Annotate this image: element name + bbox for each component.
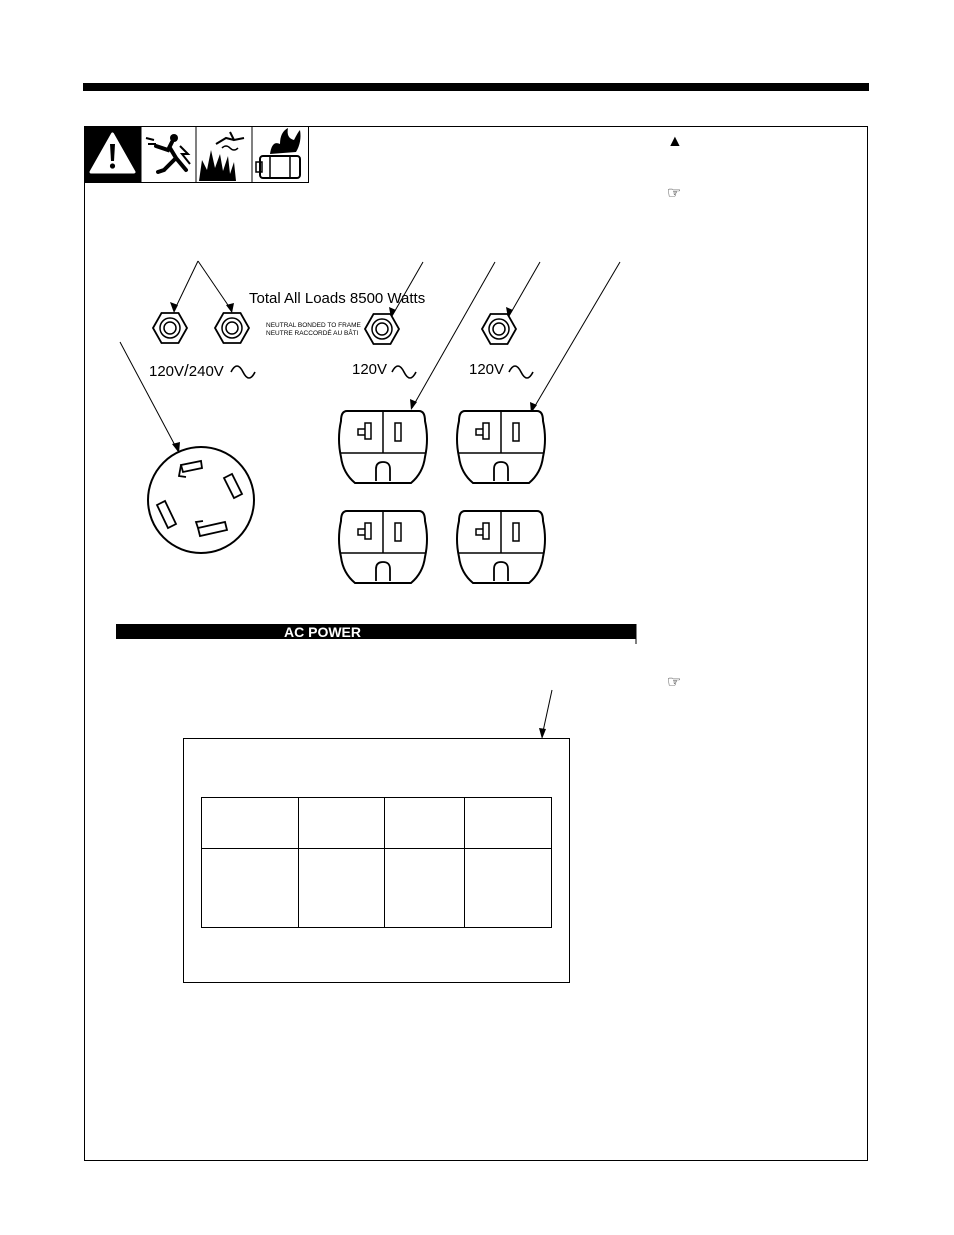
ac-symbol <box>509 366 533 378</box>
section-header-bar <box>116 624 636 639</box>
circuit-breaker-120-right[interactable] <box>482 314 516 344</box>
table-row <box>202 798 552 849</box>
warning-triangle-icon: ▲ <box>667 133 683 150</box>
table-cell <box>202 798 299 849</box>
table-cell <box>465 798 552 849</box>
total-loads-label: Total All Loads 8500 Watts <box>249 290 426 307</box>
duplex-receptacle-top-right[interactable] <box>457 411 545 483</box>
duplex-receptacle-bottom-left[interactable] <box>339 511 427 583</box>
table-cell <box>385 849 465 928</box>
voltage-separator: / <box>184 361 189 380</box>
duplex-receptacle-top-left[interactable] <box>339 411 427 483</box>
neutral-label-french: NEUTRE RACCORDÉ AU BÂTI <box>266 330 359 337</box>
circuit-breaker-120-240-a[interactable] <box>153 313 187 343</box>
table-cell <box>202 849 299 928</box>
ac-symbol <box>392 366 416 378</box>
ac-symbol <box>231 366 255 378</box>
circuit-breaker-120-left[interactable] <box>365 314 399 344</box>
twist-lock-receptacle[interactable] <box>148 447 254 553</box>
duplex-receptacle-bottom-right[interactable] <box>457 511 545 583</box>
voltage-120: 120V <box>149 363 185 380</box>
note-hand-icon: ☞ <box>667 674 682 691</box>
table-cell <box>298 849 385 928</box>
table-cell <box>465 849 552 928</box>
circuit-breaker-120-240-b[interactable] <box>215 313 249 343</box>
voltage-label-120-right: 120V <box>469 361 505 378</box>
neutral-bond-label <box>266 322 361 338</box>
voltage-240: 240V <box>188 363 224 380</box>
voltage-label-120-left: 120V <box>352 361 388 378</box>
table-row <box>202 849 552 928</box>
table-cell <box>385 798 465 849</box>
note-hand-icon: ☞ <box>667 185 682 202</box>
neutral-label-english: NEUTRAL BONDED TO FRAME <box>266 322 361 329</box>
table-cell <box>298 798 385 849</box>
section-title: AC POWER <box>284 624 361 640</box>
voltage-label-120-240 <box>149 361 224 381</box>
info-table <box>201 797 552 928</box>
